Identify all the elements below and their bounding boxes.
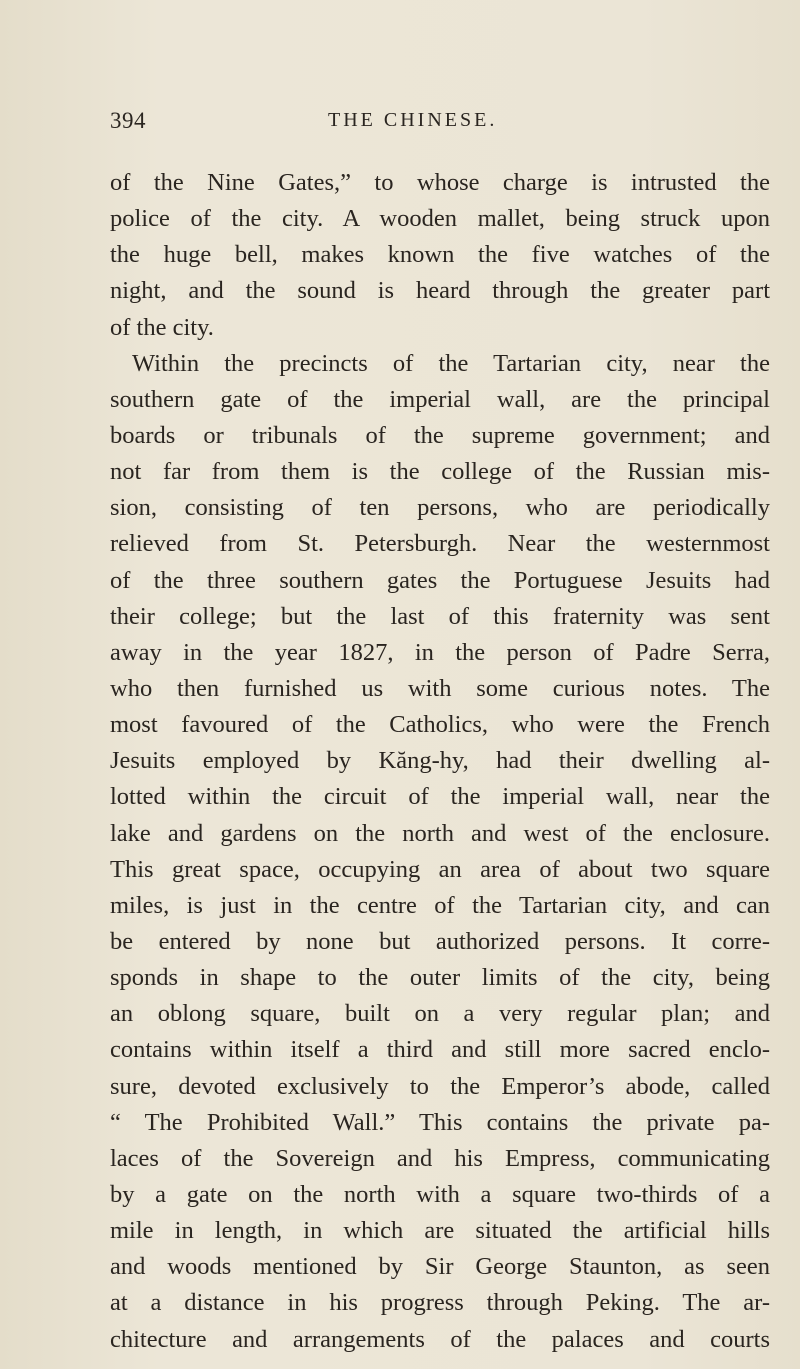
- text-line: Jesuits employed by Kăng-hy, had their dwelling al-: [110, 747, 770, 775]
- text-line: an oblong square, built on a very regular plan; and: [110, 1000, 770, 1028]
- text-line: chitecture and arrangements of the palaces and courts: [110, 1325, 770, 1353]
- body-text: [110, 165, 770, 1358]
- running-head: THE CHINESE.: [328, 109, 498, 131]
- page-number: 394: [110, 108, 146, 133]
- text-line: lake and gardens on the north and west of the enclosure.: [110, 819, 770, 847]
- text-line: most favoured of the Catholics, who were the French: [110, 711, 770, 739]
- text-line: contains within itself a third and still more sacred enclo-: [110, 1036, 770, 1064]
- text-line: lotted within the circuit of the imperial wall, near the: [110, 783, 770, 811]
- page-header: [110, 108, 750, 138]
- text-line: not far from them is the college of the Russian mis-: [110, 458, 770, 486]
- text-line: night, and the sound is heard through the greater part: [110, 277, 770, 305]
- text-line: of the Nine Gates,” to whose charge is intrusted the: [110, 169, 770, 196]
- text-line: their college; but the last of this fraternity was sent: [110, 602, 770, 630]
- text-line: mile in length, in which are situated the artificial hills: [110, 1217, 770, 1245]
- text-line: who then furnished us with some curious notes. The: [110, 674, 770, 702]
- text-line: miles, is just in the centre of the Tartarian city, and can: [110, 891, 770, 919]
- text-line: sion, consisting of ten persons, who are periodically: [110, 494, 770, 522]
- text-line: away in the year 1827, in the person of Padre Serra,: [110, 638, 770, 666]
- text-line: of the three southern gates the Portuguese Jesuits had: [110, 566, 770, 594]
- text-line: sponds in shape to the outer limits of the city, being: [110, 964, 770, 992]
- text-line: and woods mentioned by Sir George Staunton, as seen: [110, 1253, 770, 1281]
- text-line: by a gate on the north with a square two-thirds of a: [110, 1180, 770, 1208]
- text-line: sure, devoted exclusively to the Emperor’s abode, called: [110, 1072, 770, 1100]
- text-line: the huge bell, makes known the five watches of the: [110, 241, 770, 269]
- paragraph-start-line: Within the precincts of the Tartarian city, near the: [132, 349, 770, 377]
- text-line: This great space, occupying an area of about two square: [110, 855, 770, 883]
- text-line: police of the city. A wooden mallet, being struck upon: [110, 205, 770, 233]
- text-line: be entered by none but authorized persons. It corre-: [110, 927, 770, 955]
- text-line: at a distance in his progress through Peking. The ar-: [110, 1289, 770, 1317]
- text-line: southern gate of the imperial wall, are the principal: [110, 385, 770, 413]
- text-line: laces of the Sovereign and his Empress, communicating: [110, 1144, 770, 1172]
- text-line: relieved from St. Petersburgh. Near the westernmost: [110, 530, 770, 558]
- text-line: “ The Prohibited Wall.” This contains the private pa-: [110, 1108, 770, 1136]
- text-line: of the city.: [110, 313, 214, 341]
- text-line: boards or tribunals of the supreme government; and: [110, 421, 770, 449]
